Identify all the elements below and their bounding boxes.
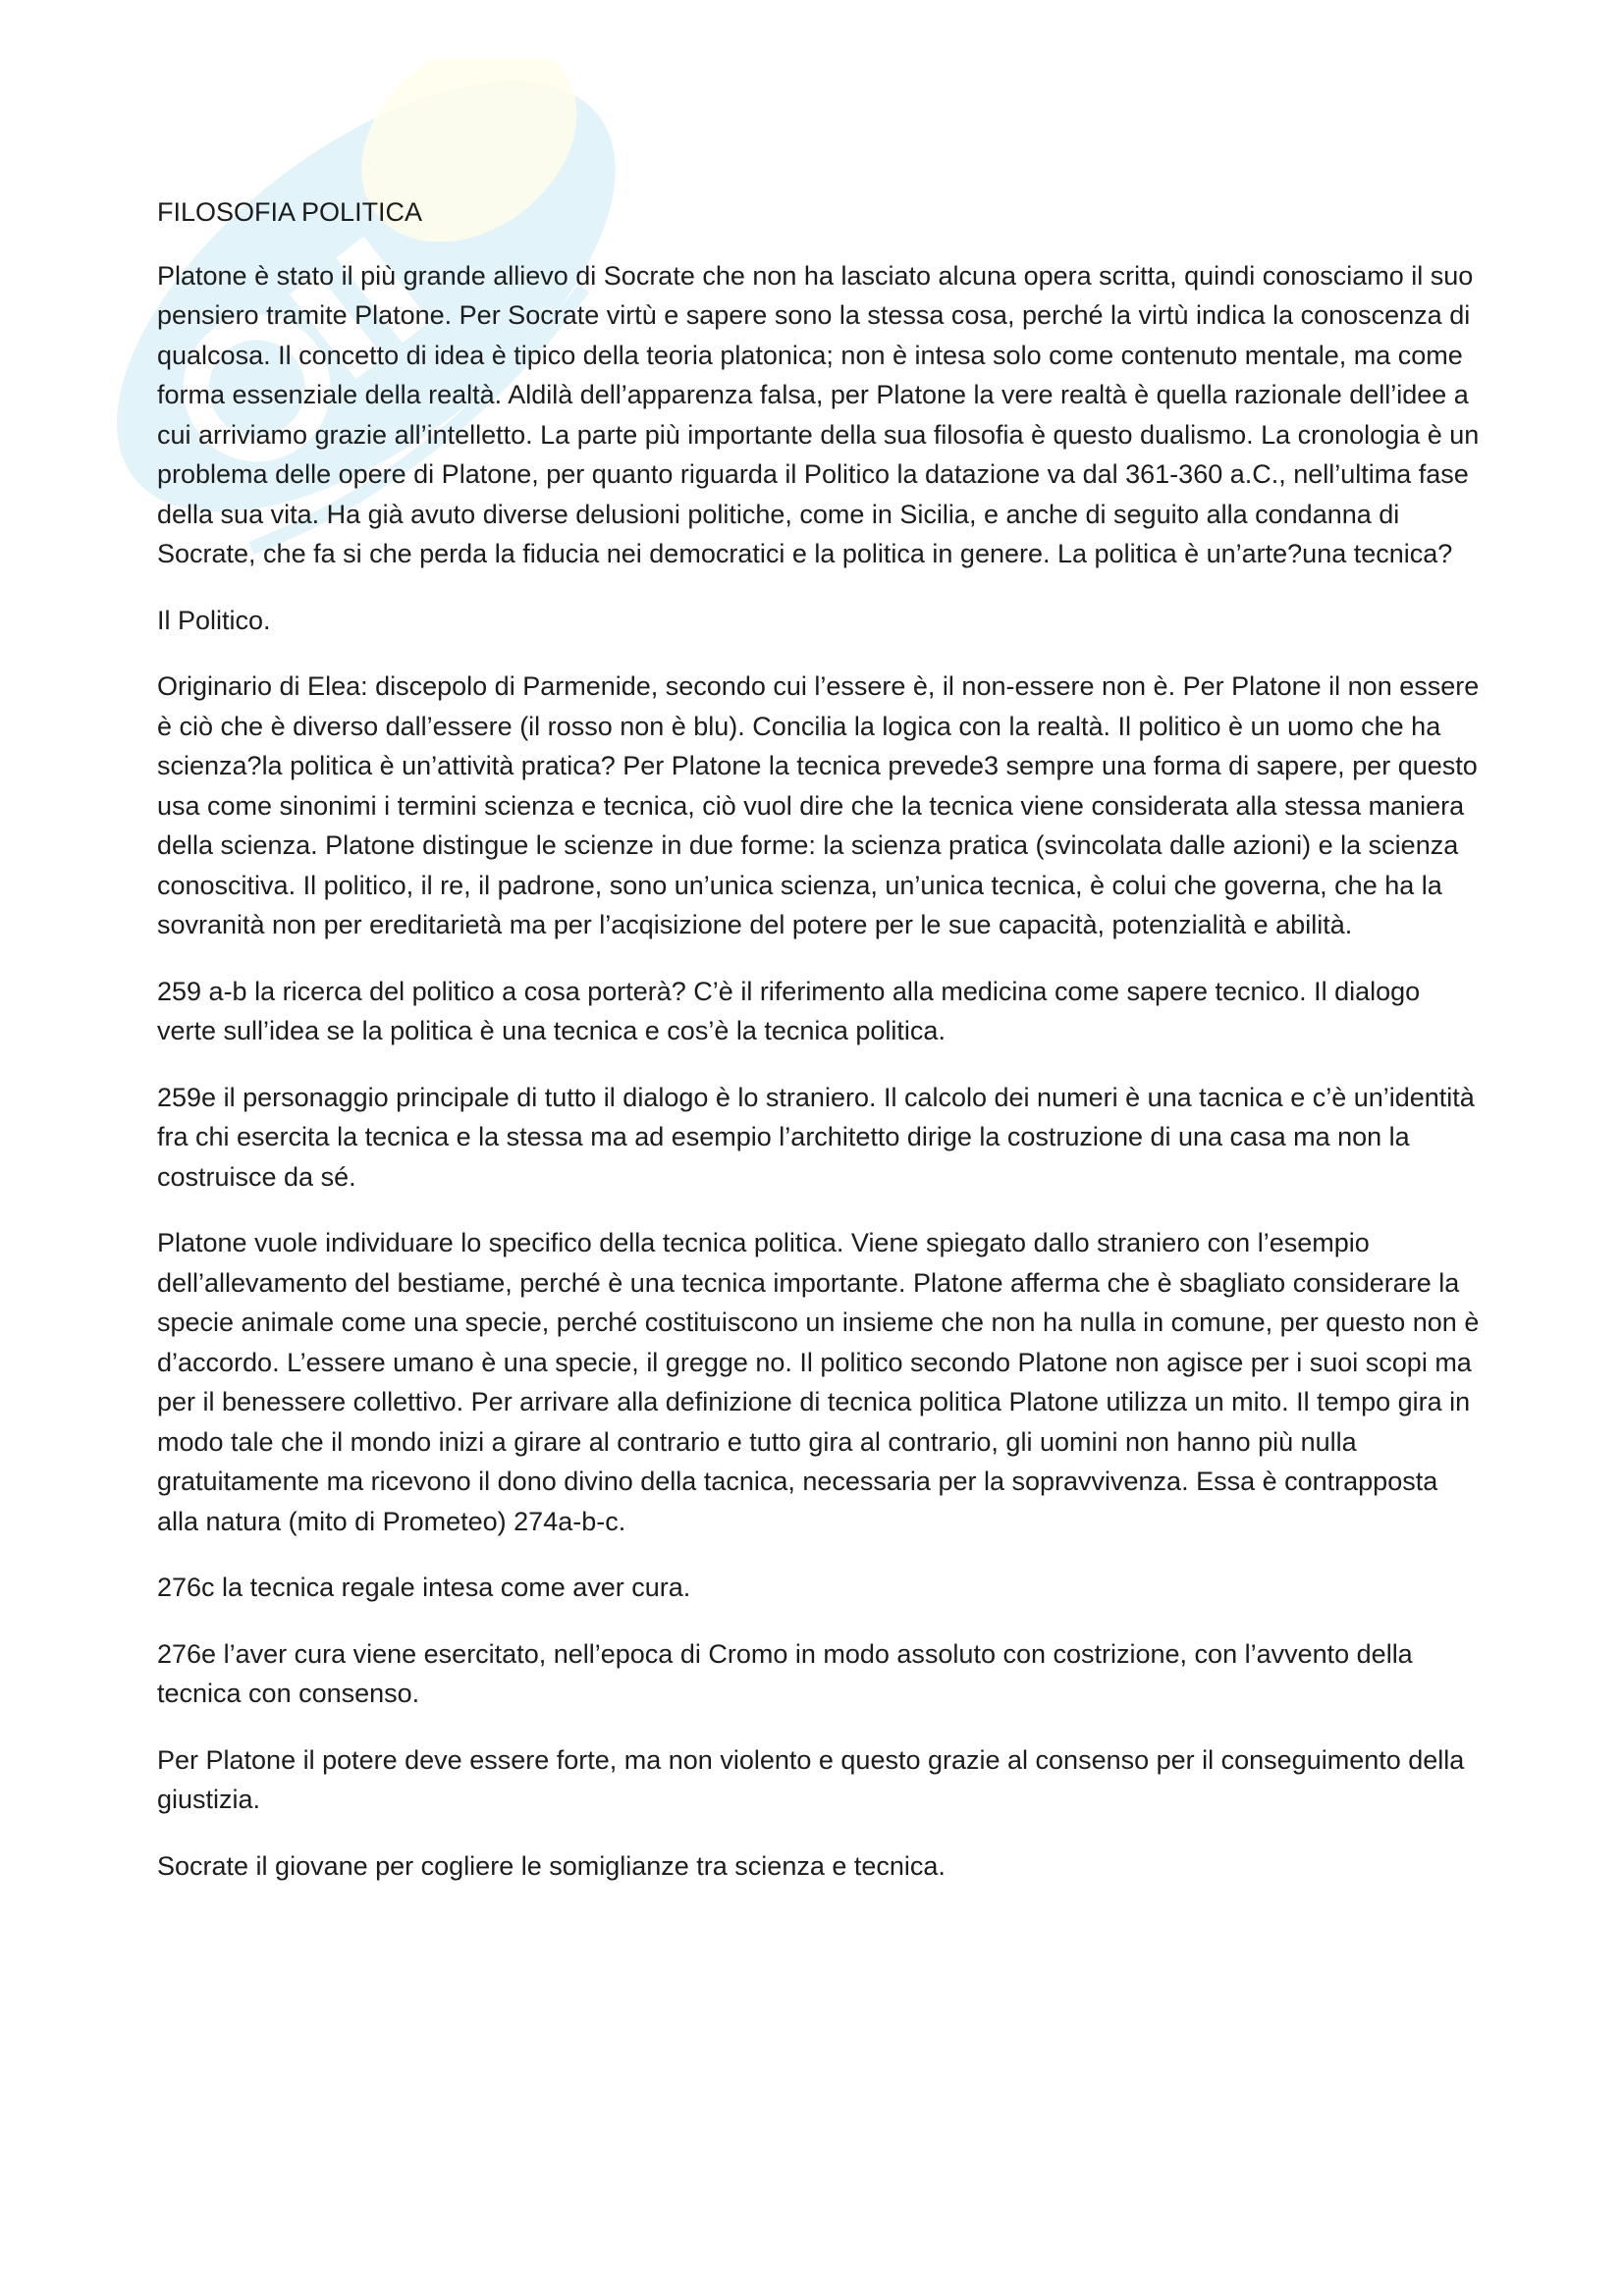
paragraph: Per Platone il potere deve essere forte, ma non violento e questo grazie al consenso per il conseguimento della giustizia. — [157, 1744, 1465, 1814]
document-body — [157, 192, 1483, 1912]
paragraph: 259 a-b la ricerca del politico a cosa porterà? C’è il riferimento alla medicina come sapere tecnico. Il dialogo verte sull’idea se la politica è una tecnica e cos’è la tecnica politica. — [157, 976, 1421, 1045]
paragraph: Platone è stato il più grande allievo di Socrate che non ha lasciato alcuna opera scritta, quindi conosciamo il suo pensiero tramite Platone. Per Socrate virtù e sapere sono la stessa cosa, perché la virtù indica la conoscenza di qualcosa. Il concetto di idea è tipico della teoria platonica; non è intesa solo come contenuto mentale, ma come forma essenziale della realtà. Aldilà dell’apparenza falsa, per Platone la vere realtà è quella razionale dell’idee a cui arriviamo grazie all’intelletto. La parte più importante della sua filosofia è questo dualismo. La cronologia è un problema delle opere di Platone, per quanto riguarda il Politico la datazione va dal 361-360 a.C., nell’ultima fase della sua vita. Ha già avuto diverse delusioni politiche, come in Sicilia, e anche di seguito alla condanna di Socrate, che fa si che perda la fiducia nei democratici e la politica in genere. La politica è un’arte?una tecnica? — [157, 260, 1480, 568]
paragraph: Socrate il giovane per cogliere le somiglianze tra scienza e tecnica. — [157, 1850, 946, 1881]
paragraph: 259e il personaggio principale di tutto il dialogo è lo straniero. Il calcolo dei numeri è una tacnica e c’è un’identità fra chi esercita la tecnica e la stessa ma ad esempio l’architetto dirige la costruzione di una casa ma non la costruisce da sé. — [157, 1082, 1475, 1192]
paragraph: 276e l’aver cura viene esercitato, nell’epoca di Cromo in modo assoluto con costrizione, con l’avvento della tecnica con consenso. — [157, 1638, 1413, 1708]
paragraph: Originario di Elea: discepolo di Parmenide, secondo cui l’essere è, il non-essere non è. Per Platone il non essere è ciò che è diverso dall’essere (il rosso non è blu). Concilia la logica con la realtà. Il politico è un uomo che ha scienza?la politica è un’attività pratica? Per Platone la tecnica prevede3 sempre una forma di sapere, per questo usa come sinonimi i termini scienza e tecnica, ciò vuol dire che la tecnica viene considerata alla stessa maniera della scienza. Platone distingue le scienze in due forme: la scienza pratica (svincolata dalle azioni) e la scienza conoscitiva. Il politico, il re, il padrone, sono un’unica scienza, un’unica tecnica, è colui che governa, che ha la sovranità non per ereditarietà ma per l’acqisizione del potere per le sue capacità, potenzialità e abilità. — [157, 671, 1480, 939]
paragraph: 276c la tecnica regale intesa come aver cura. — [157, 1573, 691, 1602]
paragraph: Il Politico. — [157, 605, 271, 635]
paragraph: Platone vuole individuare lo specifico della tecnica politica. Viene spiegato dallo straniero con l’esempio dell’allevamento del bestiame, perché è una tecnica importante. Platone afferma che è sbagliato considerare la specie animale come una specie, perché costituiscono un insieme che non ha nulla in comune, per questo non è d’accordo. L’essere umano è una specie, il gregge no. Il politico secondo Platone non agisce per i suoi scopi ma per il benessere collettivo. Per arrivare alla definizione di tecnica politica Platone utilizza un mito. Il tempo gira in modo tale che il mondo inizi a girare al contrario e tutto gira al contrario, gli uomini non hanno più nulla gratuitamente ma ricevono il dono divino della tacnica, necessaria per la sopravvivenza. Essa è contrapposta alla natura (mito di Prometeo) 274a-b-c. — [157, 1228, 1480, 1536]
document-title: FILOSOFIA POLITICA — [157, 197, 423, 227]
